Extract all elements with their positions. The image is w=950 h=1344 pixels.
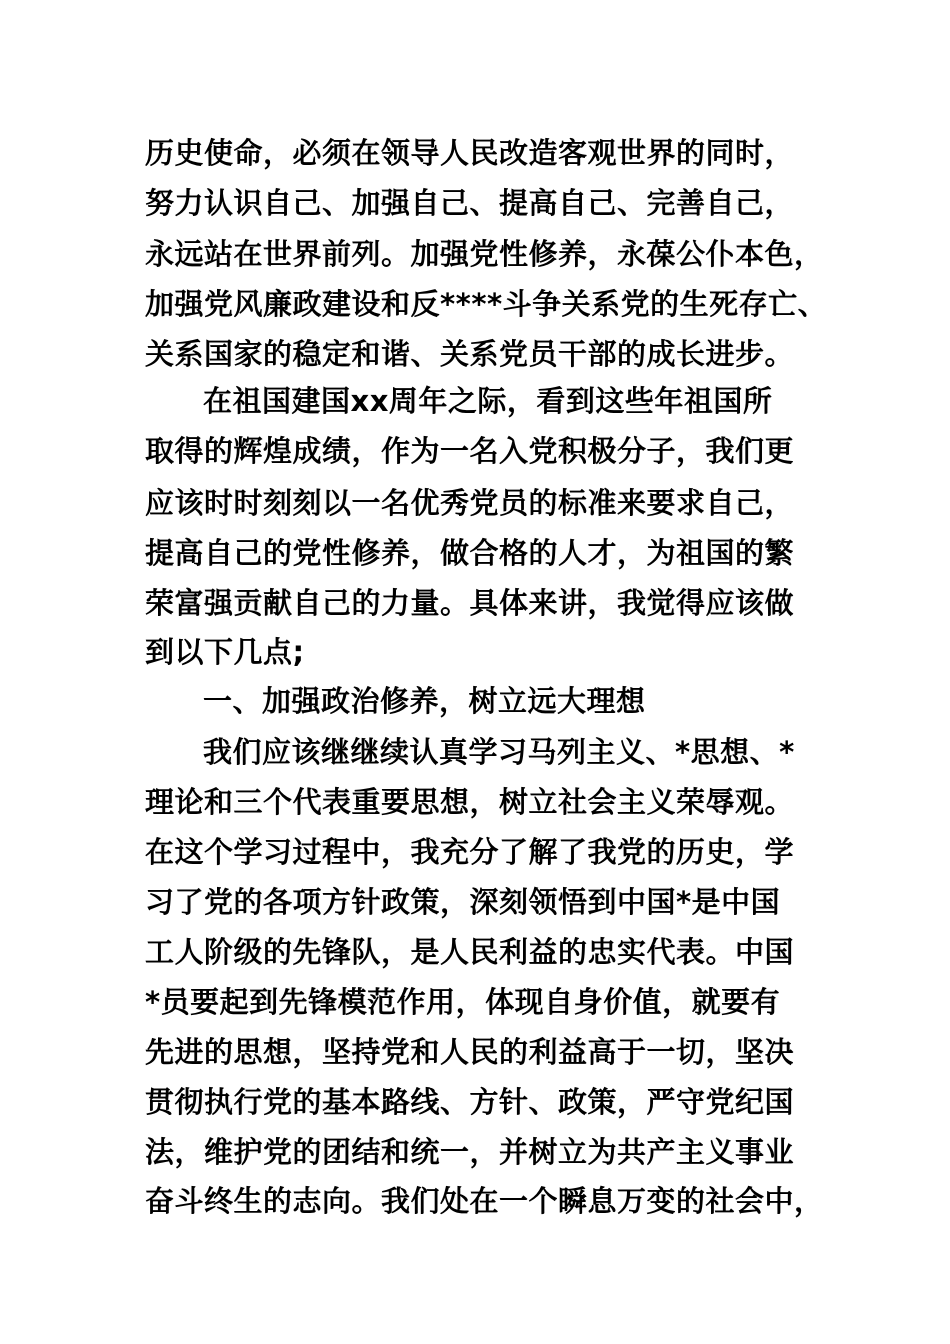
text-line: 应该时时刻刻以一名优秀党员的标准来要求自己， — [145, 486, 795, 520]
paragraph-first-line: 我们应该继继续认真学习马列主义、*思想、* — [203, 735, 795, 769]
paragraph-first-line: 在祖国建国xx周年之际，看到这些年祖国所 — [203, 384, 773, 418]
text-line: 在这个学习过程中，我充分了解了我党的历史，学 — [145, 835, 795, 869]
text-line: 奋斗终生的志向。我们处在一个瞬息万变的社会中， — [145, 1184, 824, 1218]
section-heading: 一、加强政治修养，树立远大理想 — [203, 684, 646, 718]
text-line: 工人阶级的先锋队，是人民利益的忠实代表。中国 — [145, 935, 795, 969]
text-line: 荣富强贡献自己的力量。具体来讲，我觉得应该做 — [145, 586, 795, 620]
text-line: 理论和三个代表重要思想，树立社会主义荣辱观。 — [145, 785, 795, 819]
text-line: 取得的辉煌成绩，作为一名入党积极分子，我们更 — [145, 434, 795, 468]
text-line: 历史使命，必须在领导人民改造客观世界的同时， — [145, 136, 795, 170]
text-line: 努力认识自己、加强自己、提高自己、完善自己， — [145, 186, 795, 220]
text-line: 到以下几点; — [145, 635, 305, 669]
text-line: 提高自己的党性修养，做合格的人才，为祖国的繁 — [145, 536, 795, 570]
text-line: 加强党风廉政建设和反****斗争关系党的生死存亡、 — [145, 287, 828, 321]
text-line: 法，维护党的团结和统一，并树立为共产主义事业 — [145, 1135, 795, 1169]
text-line: 永远站在世界前列。加强党性修养，永葆公仆本色， — [145, 237, 824, 271]
text-line: 贯彻执行党的基本路线、方针、政策，严守党纪国 — [145, 1085, 795, 1119]
text-line: 习了党的各项方针政策，深刻领悟到中国*是中国 — [145, 885, 781, 919]
text-line: 关系国家的稳定和谐、关系党员干部的成长进步。 — [145, 337, 795, 371]
text-line: 先进的思想，坚持党和人民的利益高于一切，坚决 — [145, 1035, 795, 1069]
text-line: *员要起到先锋模范作用，体现自身价值，就要有 — [145, 985, 781, 1019]
